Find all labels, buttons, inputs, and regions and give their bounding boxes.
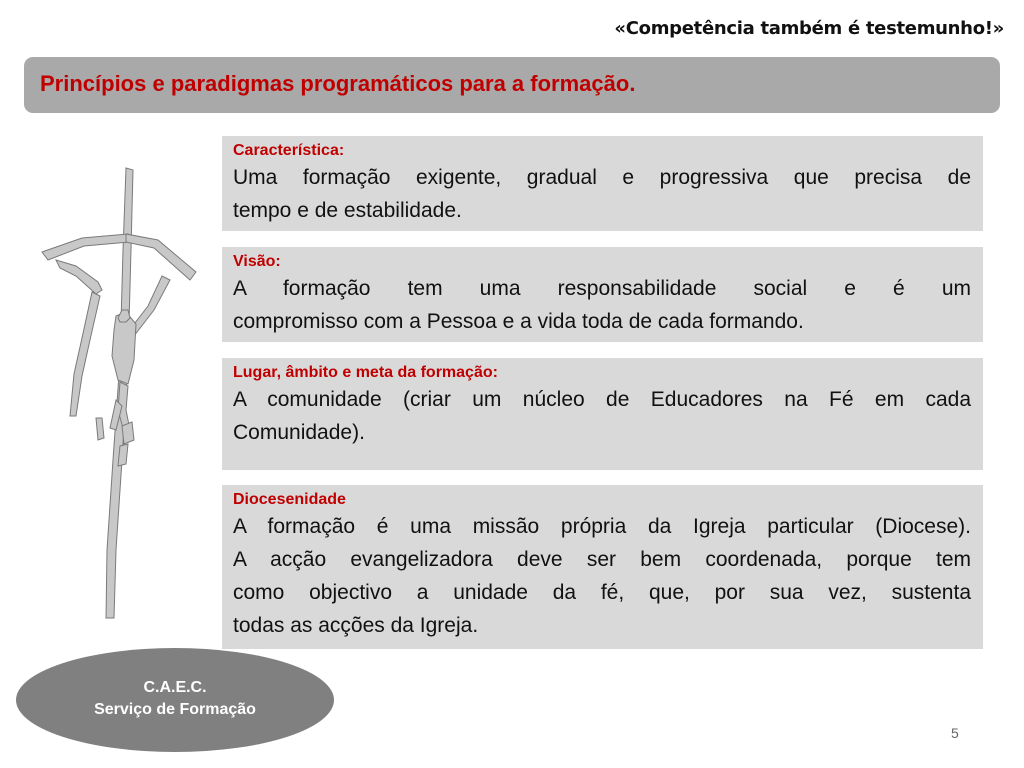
badge-acronym: C.A.E.C. — [143, 679, 207, 696]
card-body-line: tempo e de estabilidade. — [233, 199, 462, 222]
slide-title: Princípios e paradigmas programáticos para a formação. — [40, 71, 636, 96]
card-diocesenidade — [222, 485, 983, 649]
card-body — [233, 161, 971, 227]
card-heading: Lugar, âmbito e meta da formação: — [233, 364, 498, 381]
card-body — [233, 510, 971, 642]
card-body-line: compromisso com a Pessoa e a vida toda de cada formando. — [233, 310, 804, 333]
card-body-line: A acção evangelizadora deve ser bem coordenada, porque tem — [233, 548, 971, 571]
card-visao — [222, 247, 983, 342]
card-body-line: A formação é uma missão própria da Igreja particular (Diocese). — [233, 515, 971, 538]
card-heading: Característica: — [233, 142, 345, 159]
slide-slogan: «Competência também é testemunho!» — [614, 18, 1004, 39]
card-lugar-ambito-meta — [222, 358, 983, 470]
card-heading: Visão: — [233, 253, 281, 270]
card-caracteristica — [222, 136, 983, 231]
card-heading: Diocesenidade — [233, 491, 346, 508]
card-body — [233, 272, 971, 338]
card-body-line: todas as acções da Igreja. — [233, 614, 479, 637]
card-body-line: A formação tem uma responsabilidade social e é um — [233, 277, 971, 300]
page-number: 5 — [951, 725, 959, 741]
card-body-line: Uma formação exigente, gradual e progressiva que precisa de — [233, 166, 971, 189]
card-body-line: A comunidade (criar um núcleo de Educadores na Fé em cada — [233, 388, 971, 411]
badge-department: Serviço de Formação — [94, 701, 256, 718]
title-bar — [24, 57, 1000, 113]
card-body-line: Comunidade). — [233, 421, 365, 444]
crucifix-icon — [30, 160, 202, 622]
card-body-line: como objectivo a unidade da fé, que, por sua vez, sustenta — [233, 581, 971, 604]
organization-badge — [16, 648, 334, 752]
card-body — [233, 383, 971, 449]
